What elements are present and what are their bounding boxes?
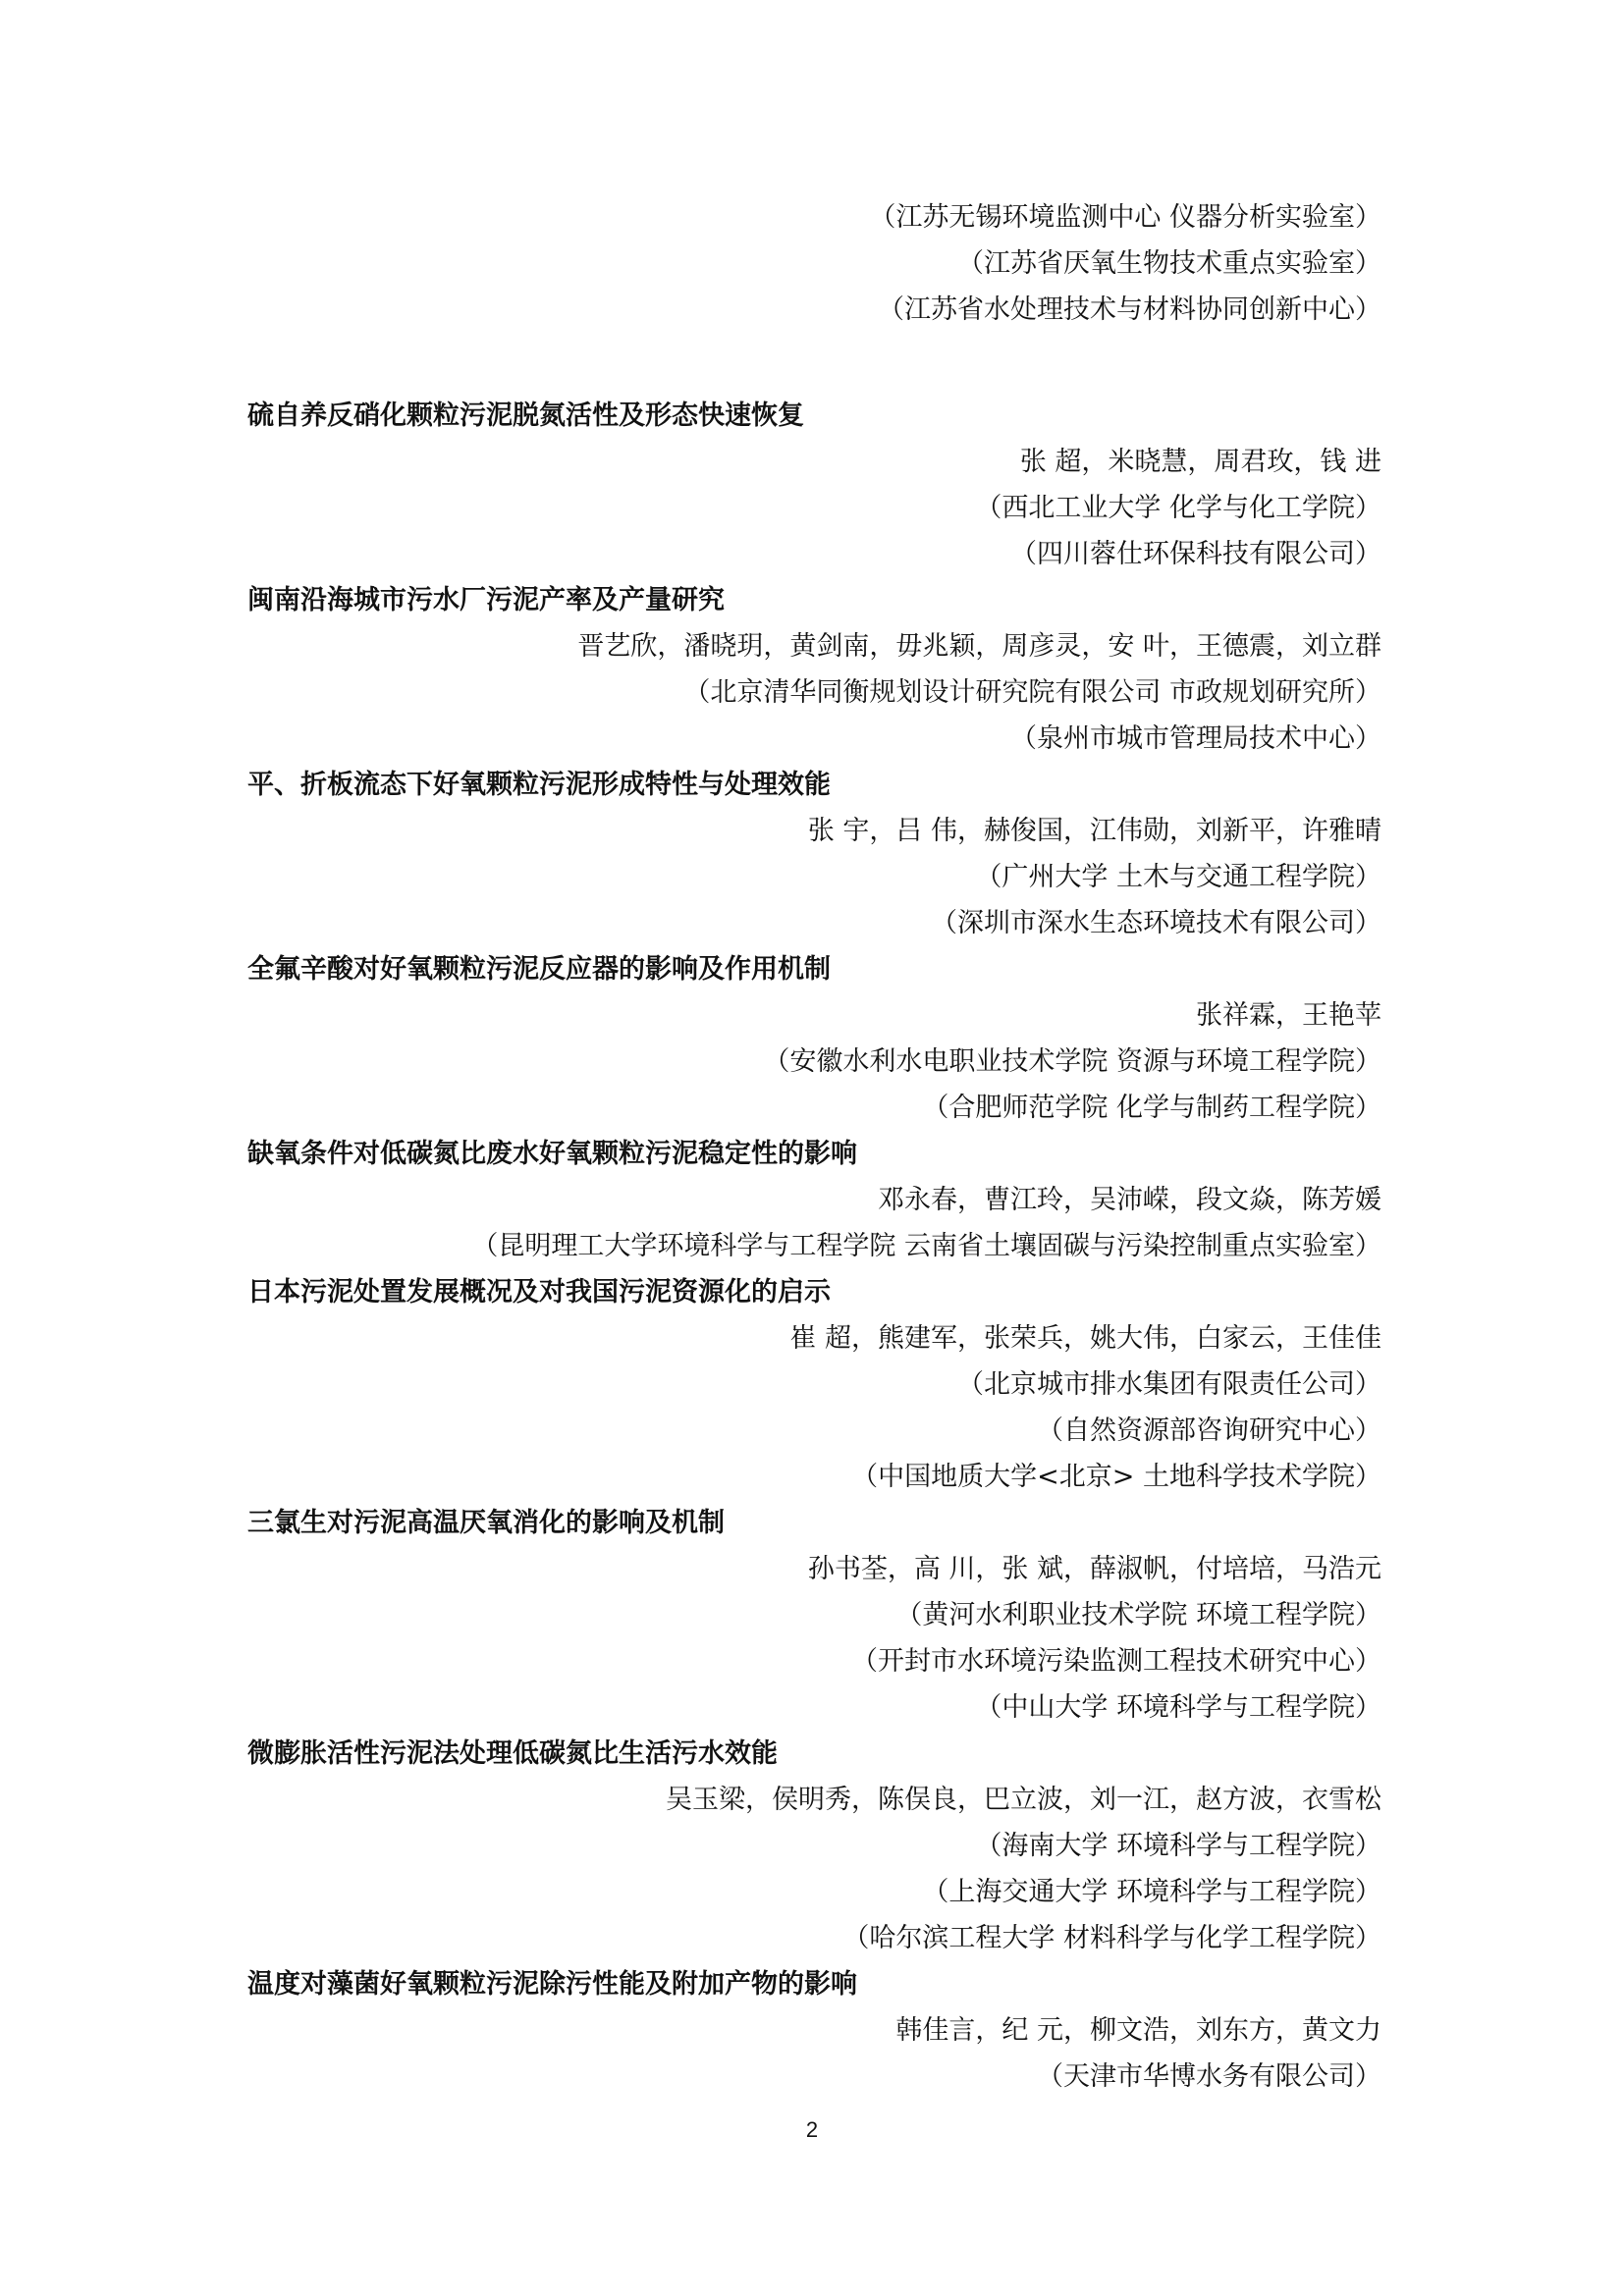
affiliation-line: （中山大学 环境科学与工程学院） [975,1692,1381,1723]
article-title: 缺氧条件对低碳氮比废水好氧颗粒污泥稳定性的影响 [247,1139,857,1169]
affiliation-line: （中国地质大学<北京> 土地科学技术学院） [851,1462,1381,1492]
article-authors: 孙书荃，高 川，张 斌，薛淑帆，付培培，马浩元 [807,1554,1381,1584]
article-authors: 张 宇，吕 伟，赫俊国，江伟勋，刘新平，许雅晴 [807,816,1381,846]
article-authors: 崔 超，熊建军，张荣兵，姚大伟，白家云，王佳佳 [789,1323,1381,1354]
article-authors: 韩佳言，纪 元，柳文浩，刘东方，黄文力 [895,2015,1381,2046]
toc-content [247,194,1381,2100]
article-authors: 晋艺欣，潘晓玥，黄剑南，毋兆颖，周彦灵，安 叶，王德震，刘立群 [577,631,1381,662]
article-title: 闽南沿海城市污水厂污泥产率及产量研究 [247,585,725,615]
affiliation-line: （天津市华博水务有限公司） [1037,2061,1381,2092]
article-authors: 张祥霖，王艳苹 [1196,1000,1381,1031]
affiliation-line: （黄河水利职业技术学院 环境工程学院） [895,1600,1381,1630]
article-title: 硫自养反硝化颗粒污泥脱氮活性及形态快速恢复 [247,400,804,431]
affiliation-line: （合肥师范学院 化学与制药工程学院） [922,1093,1381,1123]
affiliation-line: （开封市水环境污染监测工程技术研究中心） [851,1646,1381,1677]
article-authors: 吴玉梁，侯明秀，陈俣良，巴立波，刘一江，赵方波，衣雪松 [666,1785,1381,1815]
affiliation-line: （江苏省厌氧生物技术重点实验室） [957,248,1381,279]
section-gap [247,333,1381,393]
affiliation-line: （深圳市深水生态环境技术有限公司） [931,908,1381,938]
article-title: 日本污泥处置发展概况及对我国污泥资源化的启示 [247,1277,831,1308]
article-authors: 邓永春，曹江玲，吴沛嵘，段文焱，陈芳媛 [878,1185,1381,1215]
page-number: 2 [805,2117,819,2142]
article-title: 温度对藻菌好氧颗粒污泥除污性能及附加产物的影响 [247,1969,857,2000]
article-title: 微膨胀活性污泥法处理低碳氮比生活污水效能 [247,1738,778,1769]
affiliation-line: （四川蓉仕环保科技有限公司） [1010,539,1381,569]
article-title: 平、折板流态下好氧颗粒污泥形成特性与处理效能 [247,770,831,800]
affiliation-line: （上海交通大学 环境科学与工程学院） [922,1877,1381,1907]
affiliation-line: （泉州市城市管理局技术中心） [1010,723,1381,754]
article-title: 三氯生对污泥高温厌氧消化的影响及机制 [247,1508,725,1538]
affiliation-line: （北京清华同衡规划设计研究院有限公司 市政规划研究所） [683,677,1381,708]
affiliation-line: （北京城市排水集团有限责任公司） [957,1369,1381,1400]
affiliation-line: （广州大学 土木与交通工程学院） [975,862,1381,892]
affiliation-line: （江苏无锡环境监测中心 仪器分析实验室） [869,202,1381,233]
affiliation-line: （安徽水利水电职业技术学院 资源与环境工程学院） [763,1046,1381,1077]
article-title: 全氟辛酸对好氧颗粒污泥反应器的影响及作用机制 [247,954,831,985]
affiliation-line: （哈尔滨工程大学 材料科学与化学工程学院） [842,1923,1381,1953]
article-authors: 张 超，米晓慧，周君玫，钱 进 [1019,447,1381,477]
affiliation-line: （江苏省水处理技术与材料协同创新中心） [878,294,1381,325]
affiliation-line: （昆明理工大学环境科学与工程学院 云南省土壤固碳与污染控制重点实验室） [471,1231,1381,1261]
affiliation-line: （海南大学 环境科学与工程学院） [975,1831,1381,1861]
affiliation-line: （自然资源部咨询研究中心） [1037,1415,1381,1446]
affiliation-line: （西北工业大学 化学与化工学院） [975,493,1381,523]
